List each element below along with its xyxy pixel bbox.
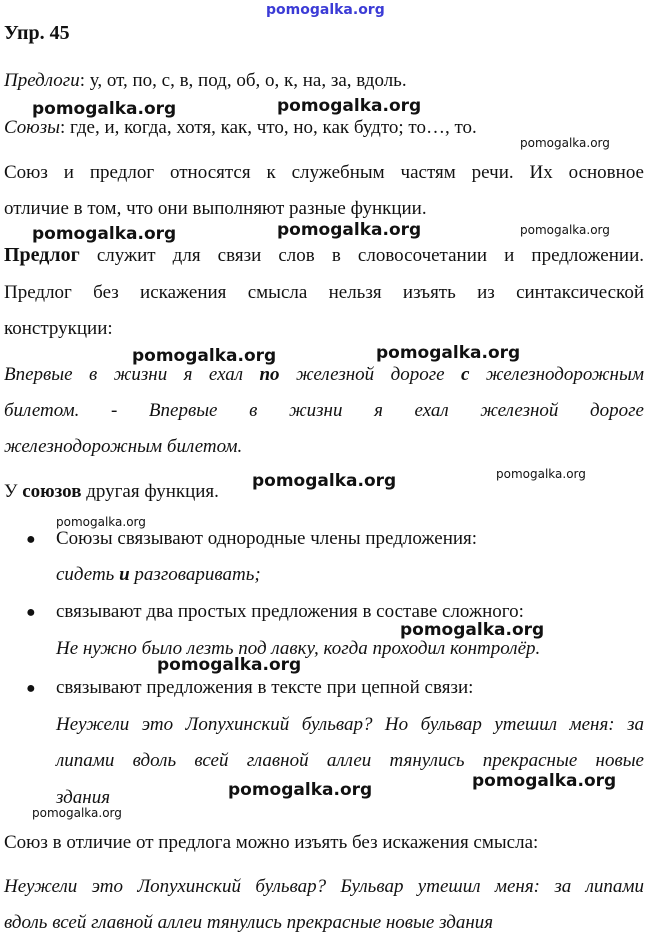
example1-part-a: Впервые в жизни я ехал <box>4 364 260 385</box>
example1-part-d: железнодорожным <box>469 364 644 385</box>
conjunctions-label: Союзы <box>4 117 60 138</box>
para1-line1: Союз и предлог относятся к служебным частям речи. Их основное <box>4 162 644 183</box>
para2-line1 <box>4 244 644 267</box>
example1-line2: билетом. - Впервые в жизни я ехал железной дороге <box>4 400 644 421</box>
watermark: pomogalka.org <box>56 515 146 529</box>
conjunctions-text: : где, и, когда, хотя, как, что, но, как будто; то…, то. <box>59 117 477 138</box>
para4: Союз в отличие от предлога можно изъять без искажения смысла: <box>4 832 539 853</box>
bullet2-example: Не нужно было лезть под лавку, когда проходил контролёр. <box>56 638 541 659</box>
watermark: pomogalka.org <box>32 99 177 119</box>
bullet2-text: связывают два простых предложения в составе сложного: <box>56 601 524 622</box>
example1-bold-s: с <box>460 364 470 385</box>
prepositions-line <box>4 70 407 92</box>
watermark: pomogalka.org <box>277 220 422 240</box>
example1-line1 <box>4 364 644 386</box>
example2-line1: Неужели это Лопухинский бульвар? Бульвар утешил меня: за липами <box>4 876 644 897</box>
watermark: pomogalka.org <box>132 346 277 366</box>
watermark: pomogalka.org <box>520 136 610 150</box>
bullet3-text: связывают предложения в тексте при цепной связи: <box>56 677 474 698</box>
example1-bold-po: по <box>259 364 280 385</box>
watermark: pomogalka.org <box>520 223 610 237</box>
watermark: pomogalka.org <box>376 343 521 363</box>
bullet3-example-line3: здания <box>56 787 111 808</box>
watermark: pomogalka.org <box>400 620 545 640</box>
bullet-dot: ● <box>26 531 36 548</box>
example1-part-c: железной дороге <box>279 364 461 385</box>
para3-b: другая функция. <box>81 481 219 502</box>
bullet1-ex-a: сидеть <box>56 564 120 585</box>
para2-line1-rest: служит для связи слов в словосочетании и предложении. <box>79 245 644 266</box>
bullet1-ex-c: разговаривать; <box>129 564 261 585</box>
para2-line2: Предлог без искажения смысла нельзя изъять из синтаксической <box>4 282 644 303</box>
para3-a: У <box>4 481 23 502</box>
prepositions-label: Предлоги <box>4 70 80 91</box>
watermark: pomogalka.org <box>252 471 397 491</box>
bullet1-ex-b: и <box>119 564 130 585</box>
watermark: pomogalka.org <box>472 771 617 791</box>
example1-line3: железнодорожным билетом. <box>4 436 243 457</box>
example2-line2: вдоль всей главной аллеи тянулись прекрасные новые здания <box>4 912 494 933</box>
conjunctions-line <box>4 117 477 139</box>
term-conjunctions: союзов <box>22 481 82 502</box>
header-watermark: pomogalka.org <box>266 2 385 18</box>
bullet3-example-line2: липами вдоль всей главной аллеи тянулись прекрасные новые <box>56 750 644 771</box>
watermark: pomogalka.org <box>228 780 373 800</box>
bullet3-example-line1: Неужели это Лопухинский бульвар? Но бульвар утешил меня: за <box>56 714 644 735</box>
bullet-dot: ● <box>26 680 36 697</box>
para3 <box>4 481 219 503</box>
watermark: pomogalka.org <box>32 224 177 244</box>
para1-line2: отличие в том, что они выполняют разные функции. <box>4 198 427 219</box>
page-title: Упр. 45 <box>4 22 70 44</box>
bullet1-text: Союзы связывают однородные члены предложения: <box>56 528 478 549</box>
watermark: pomogalka.org <box>496 467 586 481</box>
para2-line3: конструкции: <box>4 318 113 339</box>
watermark: pomogalka.org <box>157 655 302 675</box>
bullet1-example <box>56 564 261 586</box>
bullet-dot: ● <box>26 604 36 621</box>
watermark: pomogalka.org <box>32 806 122 820</box>
term-preposition: Предлог <box>4 244 80 266</box>
watermark: pomogalka.org <box>277 96 422 116</box>
prepositions-text: : у, от, по, с, в, под, об, о, к, на, за, вдоль. <box>79 70 407 91</box>
